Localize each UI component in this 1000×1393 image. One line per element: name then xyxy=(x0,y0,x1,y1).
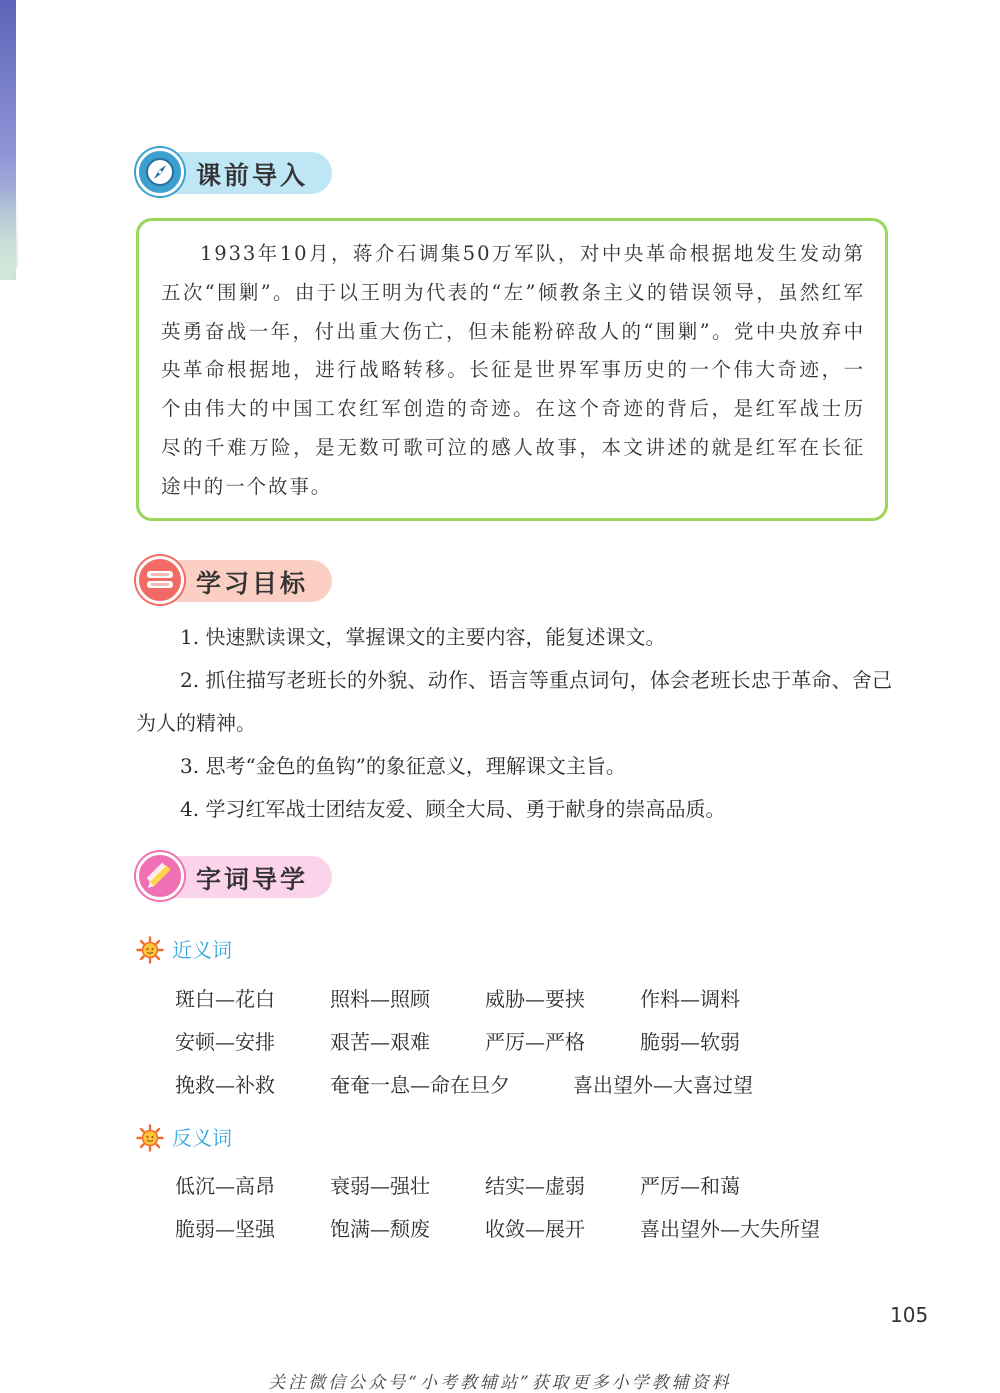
page-number: 105 xyxy=(890,1303,929,1327)
subheading-label: 近义词 xyxy=(172,938,232,962)
page-edge-decoration-green xyxy=(0,190,18,280)
books-icon xyxy=(136,556,184,604)
intro-paragraph: 1933年10月，蒋介石调集50万军队，对中央革命根据地发生发动第五次“围剿”。由于以王明为代表的“左”倾教条主义的错误领导，虽然红军英勇奋战一年，付出重大伤亡，但未能粉碎敌人的“围剿”。党中央放弃中央革命根据地，进行战略转移。长征是世界军事历史的一个伟大奇迹，一个由伟大的中国工农红军创造的奇迹。在这个奇迹的背后，是红军战士历尽的千难万险，是无数可歌可泣的感人故事，本文讲述的就是红军在长征途中的一个故事。 xyxy=(161,242,865,498)
word-pair: 奄奄一息—命在旦夕 xyxy=(330,1073,510,1097)
section-header-intro xyxy=(136,150,332,194)
section-title-words: 字词导学 xyxy=(196,865,309,894)
section-title-goals: 学习目标 xyxy=(196,569,309,598)
goals-list xyxy=(136,616,892,831)
word-pair: 严厉—和蔼 xyxy=(640,1174,740,1198)
word-pair: 结实—虚弱 xyxy=(485,1174,585,1198)
word-pair: 作料—调料 xyxy=(640,987,740,1011)
word-pair: 喜出望外—大喜过望 xyxy=(573,1073,753,1097)
word-pair: 严厉—严格 xyxy=(485,1030,585,1054)
goal-item: 3. 思考“金色的鱼钩”的象征意义，理解课文主旨。 xyxy=(180,754,626,778)
word-pair: 脆弱—坚强 xyxy=(175,1217,275,1241)
section-title-intro: 课前导入 xyxy=(196,161,309,190)
sun-icon xyxy=(136,1124,164,1152)
word-pair: 收敛—展开 xyxy=(485,1217,585,1241)
goal-item: 1. 快速默读课文，掌握课文的主要内容，能复述课文。 xyxy=(180,625,666,649)
section-header-words xyxy=(136,854,332,898)
footer-note: 关注微信公众号“小考教辅站”获取更多小学教辅资料 xyxy=(268,1373,732,1393)
sun-icon xyxy=(136,936,164,964)
pencil-ruler-icon xyxy=(136,852,184,900)
word-pair: 挽救—补救 xyxy=(175,1073,275,1097)
goal-item: 4. 学习红军战士团结友爱、顾全大局、勇于献身的崇高品质。 xyxy=(180,797,726,821)
word-pair: 威胁—要挟 xyxy=(485,987,585,1011)
goal-item: 2. 抓住描写老班长的外貌、动作、语言等重点词句，体会老班长忠于革命、舍己为人的精神。 xyxy=(136,668,892,735)
word-pair: 斑白—花白 xyxy=(175,987,275,1011)
word-pair: 低沉—高昂 xyxy=(175,1174,275,1198)
word-pair: 艰苦—艰难 xyxy=(330,1030,430,1054)
intro-box xyxy=(136,218,888,521)
word-pair: 喜出望外—大失所望 xyxy=(640,1217,820,1241)
word-pair: 饱满—颓废 xyxy=(330,1217,430,1241)
word-pair: 脆弱—软弱 xyxy=(640,1030,740,1054)
subheading-label: 反义词 xyxy=(172,1126,232,1150)
section-header-goals xyxy=(136,558,332,602)
word-pair: 衰弱—强壮 xyxy=(330,1174,430,1198)
word-pair: 照料—照顾 xyxy=(330,987,430,1011)
word-pair: 安顿—安排 xyxy=(175,1030,275,1054)
compass-icon xyxy=(136,148,184,196)
